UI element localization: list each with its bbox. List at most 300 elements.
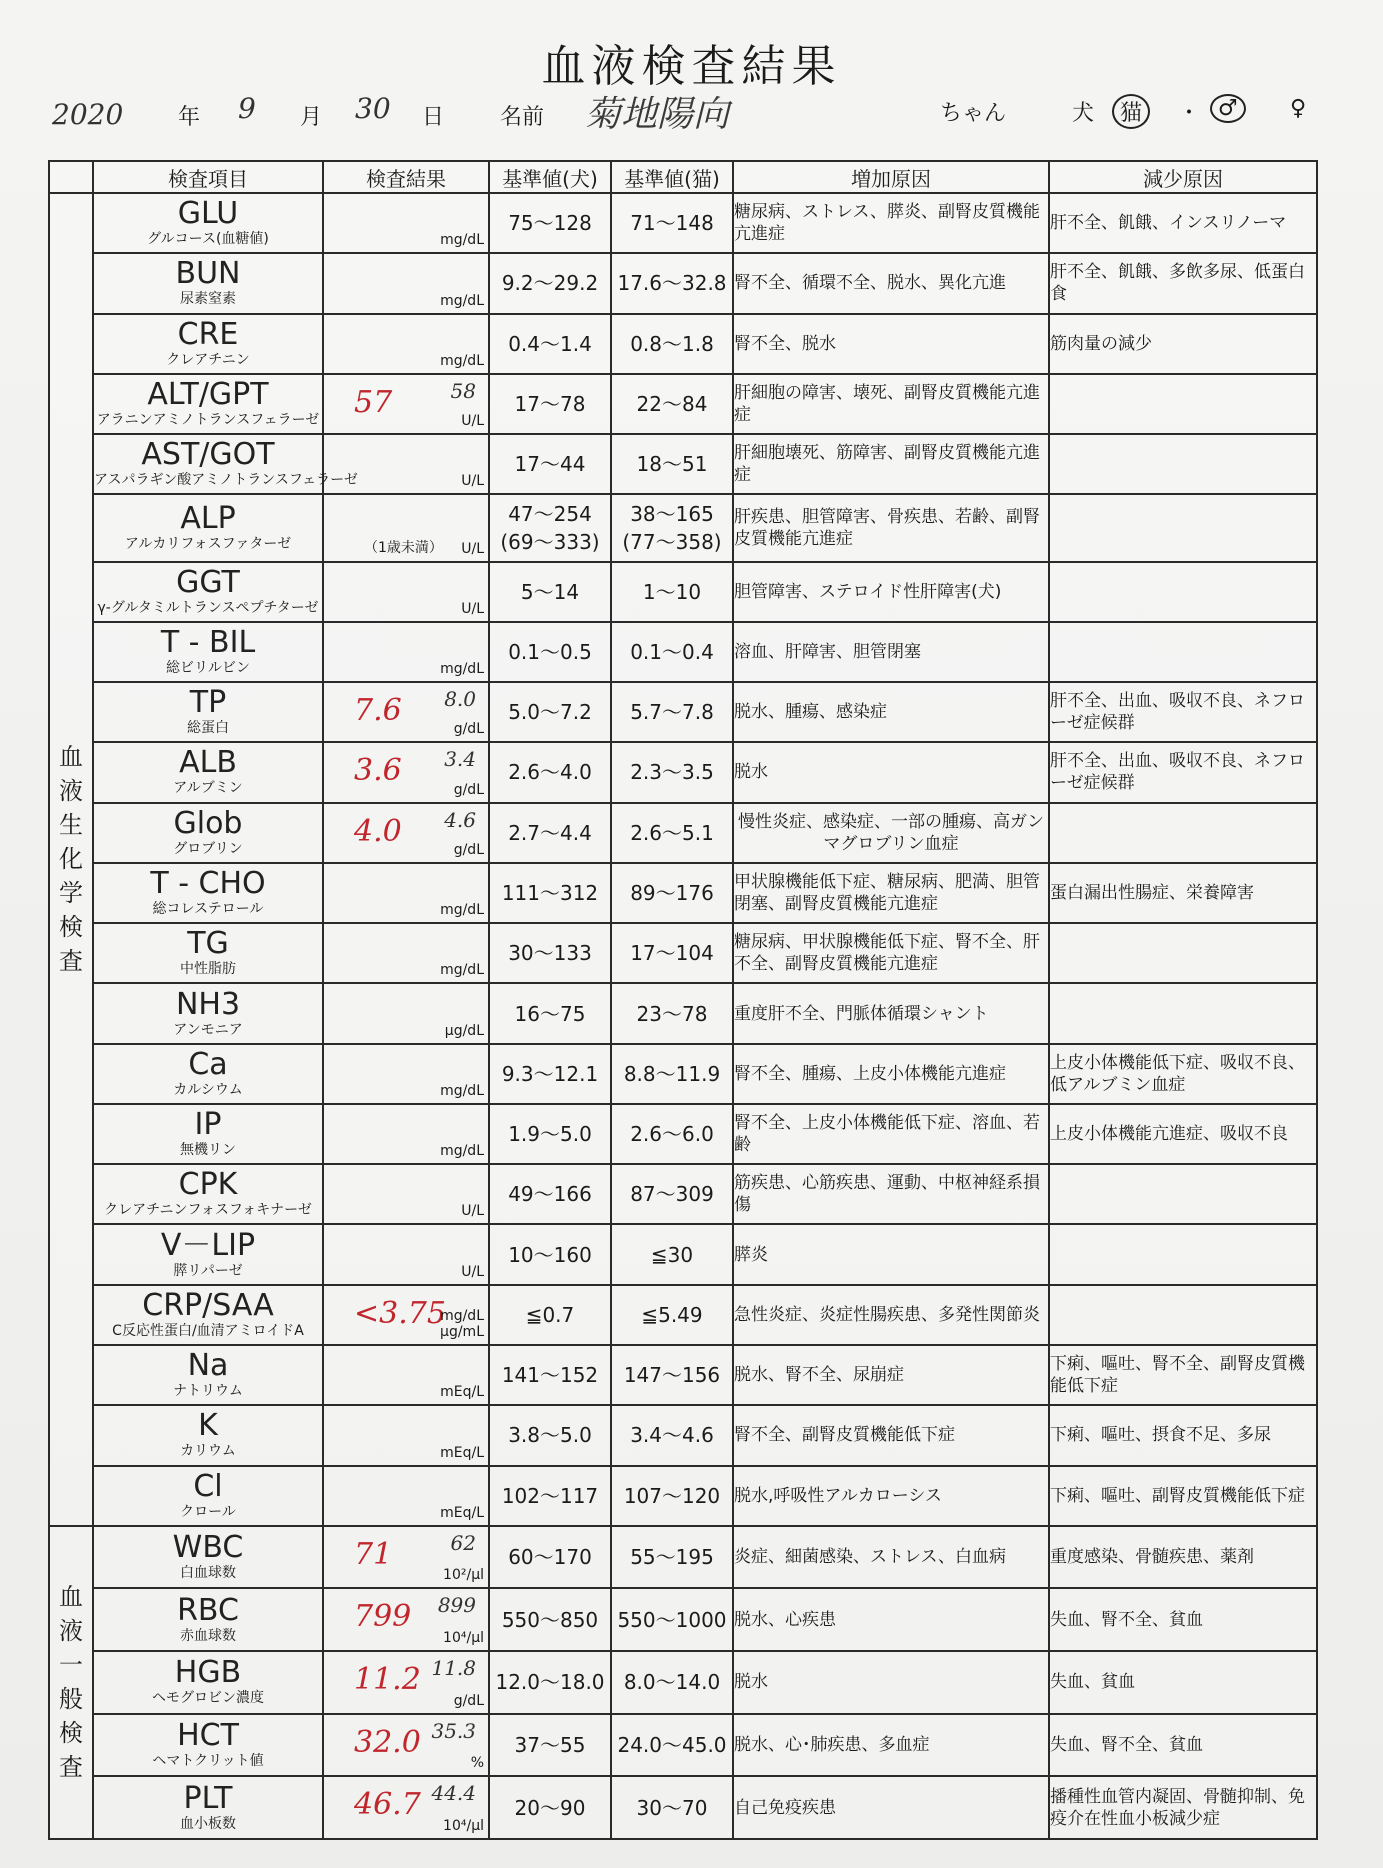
test-name-jp: カリウム bbox=[180, 1443, 236, 1460]
increase-cause-cell: 甲状腺機能低下症、糖尿病、肥満、胆管閉塞、副腎皮質機能亢進症 bbox=[733, 863, 1049, 923]
test-code: AST/GOT bbox=[141, 437, 275, 473]
reference-cat-cell: 550～1000 bbox=[611, 1588, 733, 1651]
decrease-cause-cell bbox=[1049, 1285, 1317, 1345]
increase-cause-cell: 炎症、細菌感染、ストレス、白血病 bbox=[733, 1526, 1049, 1589]
result-value: 4.0 bbox=[354, 813, 402, 849]
result-unit: g/dL bbox=[453, 1692, 484, 1709]
decrease-cause-cell: 肝不全、飢餓、多飲多尿、低蛋白食 bbox=[1049, 253, 1317, 313]
section-char: 査 bbox=[59, 1753, 83, 1782]
result-cell bbox=[323, 803, 489, 863]
reference-cat-cell: ≦5.49 bbox=[611, 1285, 733, 1345]
increase-cause-cell: 肝細胞の障害、壊死、副腎皮質機能亢進症 bbox=[733, 374, 1049, 434]
year-label: 年 bbox=[178, 105, 201, 130]
result-cell bbox=[323, 1164, 489, 1224]
result-unit: mg/dL bbox=[440, 352, 484, 369]
result-unit: 10²/µl bbox=[443, 1567, 484, 1584]
test-item-cell bbox=[93, 253, 323, 313]
increase-cause-cell: 脱水、心疾患 bbox=[733, 1588, 1049, 1651]
result-unit: U/L bbox=[461, 540, 484, 557]
table-row bbox=[49, 1104, 1317, 1164]
reference-dog-cell: 60～170 bbox=[489, 1526, 611, 1589]
test-item-cell bbox=[93, 1345, 323, 1405]
reference-cat-cell: 23～78 bbox=[611, 983, 733, 1043]
reference-cat-cell: 8.0～14.0 bbox=[611, 1651, 733, 1714]
reference-cat-cell: 2.6～6.0 bbox=[611, 1104, 733, 1164]
table-row bbox=[49, 1044, 1317, 1104]
decrease-cause-cell: 肝不全、出血、吸収不良、ネフローゼ症候群 bbox=[1049, 682, 1317, 742]
result-cell bbox=[323, 1588, 489, 1651]
month-value: 9 bbox=[238, 92, 256, 125]
result-secondary-value: 8.0 bbox=[444, 687, 476, 712]
test-item-cell bbox=[93, 742, 323, 802]
section-char: 化 bbox=[59, 845, 83, 874]
reference-cat-cell: 0.8～1.8 bbox=[611, 314, 733, 374]
test-name-jp: 総コレステロール bbox=[152, 901, 264, 917]
test-name-jp: グルコース(血糖値) bbox=[147, 231, 269, 248]
test-name-jp: クロール bbox=[180, 1503, 236, 1520]
reference-dog-cell: 2.6～4.0 bbox=[489, 742, 611, 802]
reference-cat-cell: 2.6～5.1 bbox=[611, 803, 733, 863]
test-code: Ca bbox=[188, 1046, 228, 1082]
result-unit: 10⁴/µl bbox=[443, 1629, 484, 1646]
table-row bbox=[49, 622, 1317, 682]
test-name-jp: グロブリン bbox=[173, 840, 243, 857]
section-char: 血 bbox=[59, 743, 83, 772]
result-value: 57 bbox=[354, 384, 393, 420]
decrease-cause-cell bbox=[1049, 1224, 1317, 1284]
result-unit: mg/dL bbox=[440, 1082, 484, 1099]
test-name-jp: ヘマトクリット値 bbox=[152, 1752, 264, 1769]
result-unit: mEq/L bbox=[440, 1504, 484, 1521]
section-char: 検 bbox=[59, 913, 83, 942]
result-cell bbox=[323, 434, 489, 494]
reference-dog-cell: 17～78 bbox=[489, 374, 611, 434]
reference-dog-cell: 9.3～12.1 bbox=[489, 1044, 611, 1104]
decrease-cause-cell: 肝不全、飢餓、インスリノーマ bbox=[1049, 193, 1317, 253]
increase-cause-cell: 腎不全、上皮小体機能低下症、溶血、若齢 bbox=[733, 1104, 1049, 1164]
reference-dog-cell: 0.1～0.5 bbox=[489, 622, 611, 682]
test-code: BUN bbox=[175, 256, 241, 292]
test-name-jp: アルカリフォスファターゼ bbox=[124, 535, 292, 552]
section-label-general bbox=[49, 1526, 93, 1839]
test-name-jp: アンモニア bbox=[173, 1021, 243, 1038]
header-ref-dog: 基準値(犬) bbox=[489, 161, 611, 193]
test-name-jp: クレアチニンフォスフォキナーゼ bbox=[104, 1202, 312, 1219]
result-cell bbox=[323, 494, 489, 561]
section-char: 血 bbox=[59, 1583, 83, 1612]
test-name-jp: γ-グルタミルトランスペプチターゼ bbox=[97, 599, 319, 616]
test-item-cell bbox=[93, 1044, 323, 1104]
reference-dog-cell: 20～90 bbox=[489, 1776, 611, 1839]
result-unit: U/L bbox=[461, 1263, 484, 1280]
result-cell bbox=[323, 1044, 489, 1104]
reference-cat-cell: 22～84 bbox=[611, 374, 733, 434]
table-row bbox=[49, 863, 1317, 923]
table-row bbox=[49, 374, 1317, 434]
reference-dog-cell: 47～254 (69～333) bbox=[489, 494, 611, 561]
reference-cat-cell: 38～165 (77～358) bbox=[611, 494, 733, 561]
header-item: 検査項目 bbox=[93, 161, 323, 193]
header-blank bbox=[49, 161, 93, 193]
reference-cat-cell: 3.4～4.6 bbox=[611, 1405, 733, 1465]
test-name-jp: 無機リン bbox=[180, 1142, 236, 1159]
result-secondary-value: 58 bbox=[450, 378, 476, 403]
increase-cause-cell: 糖尿病、甲状腺機能低下症、腎不全、肝不全、副腎皮質機能亢進症 bbox=[733, 923, 1049, 983]
table-row bbox=[49, 983, 1317, 1043]
test-name-jp: アスパラギン酸アミノトランスフェラーゼ bbox=[94, 472, 358, 489]
test-name-jp: クレアチニン bbox=[166, 351, 250, 368]
sex-female: ♀ bbox=[1290, 96, 1307, 121]
reference-dog-cell: 30～133 bbox=[489, 923, 611, 983]
increase-cause-cell: 腎不全、脱水 bbox=[733, 314, 1049, 374]
table-row bbox=[49, 193, 1317, 253]
decrease-cause-cell bbox=[1049, 562, 1317, 622]
reference-cat-cell: 8.8～11.9 bbox=[611, 1044, 733, 1104]
test-code: RBC bbox=[177, 1592, 239, 1628]
test-item-cell bbox=[93, 434, 358, 494]
test-code: HGB bbox=[174, 1655, 242, 1691]
table-row bbox=[49, 1776, 1317, 1839]
test-item-cell bbox=[93, 1104, 323, 1164]
table-row bbox=[49, 1526, 1317, 1589]
test-code: Cl bbox=[193, 1468, 223, 1504]
test-item-cell bbox=[93, 1651, 323, 1714]
result-unit: mg/dL bbox=[440, 292, 484, 309]
decrease-cause-cell: 上皮小体機能低下症、吸収不良、低アルブミン血症 bbox=[1049, 1044, 1317, 1104]
reference-cat-cell: 71～148 bbox=[611, 193, 733, 253]
result-value: <3.75 bbox=[354, 1295, 446, 1331]
table-row bbox=[49, 314, 1317, 374]
result-unit: mg/dL bbox=[440, 962, 484, 979]
test-name-jp: 尿素窒素 bbox=[180, 291, 236, 308]
reference-cat-cell: ≦30 bbox=[611, 1224, 733, 1284]
table-row bbox=[49, 1285, 1317, 1345]
header-result: 検査結果 bbox=[323, 161, 489, 193]
table-row bbox=[49, 562, 1317, 622]
test-item-cell bbox=[93, 374, 323, 434]
increase-cause-cell: 糖尿病、ストレス、膵炎、副腎皮質機能亢進症 bbox=[733, 193, 1049, 253]
increase-cause-cell: 胆管障害、ステロイド性肝障害(犬) bbox=[733, 562, 1049, 622]
result-secondary-value: 899 bbox=[437, 1593, 476, 1618]
reference-cat-cell: 30～70 bbox=[611, 1776, 733, 1839]
result-cell bbox=[323, 1285, 489, 1345]
reference-dog-cell: 5.0～7.2 bbox=[489, 682, 611, 742]
result-secondary-value: 44.4 bbox=[431, 1781, 476, 1806]
reference-dog-cell: ≦0.7 bbox=[489, 1285, 611, 1345]
result-unit: µg/dL bbox=[444, 1022, 484, 1039]
day-value: 30 bbox=[355, 92, 391, 125]
test-code: GGT bbox=[176, 564, 240, 600]
decrease-cause-cell: 下痢、嘔吐、腎不全、副腎皮質機能低下症 bbox=[1049, 1345, 1317, 1405]
test-name-jp: 総ビリルビン bbox=[166, 659, 250, 676]
result-cell bbox=[323, 314, 489, 374]
test-name-jp: 血小板数 bbox=[180, 1815, 236, 1832]
increase-cause-cell: 膵炎 bbox=[733, 1224, 1049, 1284]
result-unit: g/dL bbox=[453, 721, 484, 738]
species-dog: 犬 bbox=[1072, 101, 1095, 126]
decrease-cause-cell: 重度感染、骨髄疾患、薬剤 bbox=[1049, 1526, 1317, 1589]
table-row bbox=[49, 1588, 1317, 1651]
results-table bbox=[48, 160, 1318, 1840]
test-item-cell bbox=[93, 863, 323, 923]
result-value: 3.6 bbox=[354, 753, 402, 789]
test-item-cell bbox=[93, 1776, 323, 1839]
test-name-jp: 膵リパーゼ bbox=[173, 1262, 243, 1279]
result-unit: mg/dL bbox=[440, 902, 484, 919]
test-code: TP bbox=[189, 685, 227, 721]
header-decrease: 減少原因 bbox=[1049, 161, 1317, 193]
test-code: ALT/GPT bbox=[147, 376, 269, 412]
table-row bbox=[49, 803, 1317, 863]
test-item-cell bbox=[93, 1526, 323, 1589]
section-char: 査 bbox=[59, 947, 83, 976]
chan-label: ちゃん bbox=[940, 101, 1007, 126]
decrease-cause-cell: 下痢、嘔吐、摂食不足、多尿 bbox=[1049, 1405, 1317, 1465]
reference-dog-cell: 9.2～29.2 bbox=[489, 253, 611, 313]
reference-dog-cell: 16～75 bbox=[489, 983, 611, 1043]
result-cell bbox=[323, 1526, 489, 1589]
result-value: 799 bbox=[354, 1599, 412, 1635]
test-code: V－LIP bbox=[160, 1227, 256, 1263]
reference-cat-cell: 5.7～7.8 bbox=[611, 682, 733, 742]
decrease-cause-cell bbox=[1049, 1164, 1317, 1224]
test-item-cell bbox=[93, 622, 323, 682]
decrease-cause-cell: 失血、腎不全、貧血 bbox=[1049, 1714, 1317, 1777]
table-row bbox=[49, 434, 1317, 494]
table-row bbox=[49, 253, 1317, 313]
decrease-cause-cell: 上皮小体機能亢進症、吸収不良 bbox=[1049, 1104, 1317, 1164]
result-unit: mg/dL bbox=[440, 1143, 484, 1160]
table-row bbox=[49, 1224, 1317, 1284]
test-item-cell bbox=[93, 1224, 323, 1284]
table-row bbox=[49, 494, 1317, 561]
result-cell bbox=[323, 253, 489, 313]
section-label-biochemistry bbox=[49, 193, 93, 1526]
result-value: 32.0 bbox=[354, 1724, 421, 1760]
result-secondary-value: 11.8 bbox=[431, 1655, 476, 1680]
result-secondary-value: 4.6 bbox=[444, 807, 476, 832]
result-unit: 10⁴/µl bbox=[443, 1818, 484, 1834]
reference-dog-cell: 1.9～5.0 bbox=[489, 1104, 611, 1164]
result-unit: U/L bbox=[461, 473, 484, 490]
result-cell bbox=[323, 1714, 489, 1777]
test-item-cell bbox=[93, 1588, 323, 1651]
increase-cause-cell: 筋疾患、心筋疾患、運動、中枢神経系損傷 bbox=[733, 1164, 1049, 1224]
test-item-cell bbox=[93, 193, 323, 253]
decrease-cause-cell: 肝不全、出血、吸収不良、ネフローゼ症候群 bbox=[1049, 742, 1317, 802]
result-unit: mg/dL bbox=[440, 232, 484, 249]
result-cell bbox=[323, 1345, 489, 1405]
result-cell bbox=[323, 562, 489, 622]
decrease-cause-cell: 失血、腎不全、貧血 bbox=[1049, 1588, 1317, 1651]
section-char: 一 bbox=[59, 1651, 83, 1680]
reference-cat-cell: 17.6～32.8 bbox=[611, 253, 733, 313]
month-label: 月 bbox=[300, 105, 323, 130]
result-cell bbox=[323, 374, 489, 434]
report-title: 血液検査結果 bbox=[541, 41, 842, 92]
reference-dog-cell: 75～128 bbox=[489, 193, 611, 253]
test-name-jp: アルブミン bbox=[173, 780, 243, 797]
section-char: 検 bbox=[59, 1719, 83, 1748]
result-unit: U/L bbox=[461, 1203, 484, 1220]
table-row bbox=[49, 1651, 1317, 1714]
result-unit: mg/dL µg/mL bbox=[440, 1308, 484, 1340]
result-cell bbox=[323, 1466, 489, 1526]
decrease-cause-cell: 筋肉量の減少 bbox=[1049, 314, 1317, 374]
table-row bbox=[49, 682, 1317, 742]
decrease-cause-cell bbox=[1049, 983, 1317, 1043]
increase-cause-cell: 脱水、腫瘍、感染症 bbox=[733, 682, 1049, 742]
table-row bbox=[49, 1466, 1317, 1526]
test-code: T - BIL bbox=[160, 624, 256, 660]
result-cell bbox=[323, 622, 489, 682]
table-row bbox=[49, 1164, 1317, 1224]
result-cell bbox=[323, 983, 489, 1043]
reference-dog-cell: 0.4～1.4 bbox=[489, 314, 611, 374]
reference-dog-cell: 102～117 bbox=[489, 1466, 611, 1526]
table-header-row bbox=[49, 161, 1317, 193]
test-item-cell bbox=[93, 682, 323, 742]
reference-cat-cell: 24.0～45.0 bbox=[611, 1714, 733, 1777]
decrease-cause-cell: 下痢、嘔吐、副腎皮質機能低下症 bbox=[1049, 1466, 1317, 1526]
table-body bbox=[49, 193, 1317, 1839]
reference-dog-cell: 49～166 bbox=[489, 1164, 611, 1224]
result-value: 71 bbox=[354, 1536, 393, 1572]
result-note: （1歳未満） bbox=[364, 539, 443, 556]
year-value: 2020 bbox=[52, 98, 124, 131]
result-value: 7.6 bbox=[354, 693, 402, 729]
test-name-jp: カルシウム bbox=[173, 1081, 243, 1098]
decrease-cause-cell: 播種性血管内凝固、骨髄抑制、免疫介在性血小板減少症 bbox=[1049, 1776, 1317, 1839]
result-unit: U/L bbox=[461, 600, 484, 617]
test-name-jp: C反応性蛋白/血清アミロイドA bbox=[112, 1322, 304, 1339]
increase-cause-cell: 肝細胞壊死、筋障害、副腎皮質機能亢進症 bbox=[733, 434, 1049, 494]
result-cell bbox=[323, 923, 489, 983]
section-char: 液 bbox=[59, 777, 83, 806]
section-char: 学 bbox=[59, 879, 83, 908]
decrease-cause-cell bbox=[1049, 374, 1317, 434]
increase-cause-cell: 自己免疫疾患 bbox=[733, 1776, 1049, 1839]
test-code: Glob bbox=[173, 805, 243, 841]
result-cell bbox=[323, 1104, 489, 1164]
section-char: 液 bbox=[59, 1617, 83, 1646]
test-code: NH3 bbox=[175, 986, 241, 1022]
reference-dog-cell: 5～14 bbox=[489, 562, 611, 622]
increase-cause-cell: 肝疾患、胆管障害、骨疾患、若齢、副腎皮質機能亢進症 bbox=[733, 494, 1049, 561]
increase-cause-cell: 慢性炎症、感染症、一部の腫瘍、高ガンマグロブリン血症 bbox=[733, 803, 1049, 863]
decrease-cause-cell bbox=[1049, 434, 1317, 494]
reference-cat-cell: 1～10 bbox=[611, 562, 733, 622]
result-cell bbox=[323, 682, 489, 742]
test-item-cell bbox=[93, 562, 323, 622]
reference-dog-cell: 550～850 bbox=[489, 1588, 611, 1651]
result-cell bbox=[323, 1224, 489, 1284]
result-unit: mEq/L bbox=[440, 1384, 484, 1401]
table-row bbox=[49, 923, 1317, 983]
test-code: IP bbox=[194, 1107, 222, 1143]
reference-dog-cell: 3.8～5.0 bbox=[489, 1405, 611, 1465]
reference-cat-cell: 2.3～3.5 bbox=[611, 742, 733, 802]
result-cell bbox=[323, 863, 489, 923]
test-name-jp: ヘモグロビン濃度 bbox=[152, 1690, 264, 1707]
test-code: CRP/SAA bbox=[142, 1287, 274, 1323]
test-code: ALP bbox=[180, 500, 236, 536]
test-item-cell bbox=[93, 1164, 323, 1224]
test-item-cell bbox=[93, 1405, 323, 1465]
reference-dog-cell: 10～160 bbox=[489, 1224, 611, 1284]
decrease-cause-cell bbox=[1049, 923, 1317, 983]
result-unit: mEq/L bbox=[440, 1444, 484, 1461]
name-label: 名前 bbox=[500, 105, 545, 130]
test-code: HCT bbox=[177, 1717, 239, 1753]
increase-cause-cell: 脱水 bbox=[733, 1651, 1049, 1714]
test-name-jp: アラニンアミノトランスフェラーゼ bbox=[96, 411, 320, 428]
sex-male-circled: ♂ bbox=[1210, 94, 1246, 123]
result-cell bbox=[323, 1405, 489, 1465]
reference-dog-cell: 17～44 bbox=[489, 434, 611, 494]
test-name-jp: 中性脂肪 bbox=[180, 961, 236, 978]
increase-cause-cell: 脱水 bbox=[733, 742, 1049, 802]
table-row bbox=[49, 1345, 1317, 1405]
test-name-jp: 赤血球数 bbox=[180, 1627, 236, 1644]
test-item-cell bbox=[93, 1285, 323, 1345]
reference-cat-cell: 18～51 bbox=[611, 434, 733, 494]
result-unit: U/L bbox=[461, 413, 484, 430]
test-code: ALB bbox=[179, 745, 237, 781]
increase-cause-cell: 腎不全、副腎皮質機能低下症 bbox=[733, 1405, 1049, 1465]
test-code: CRE bbox=[177, 316, 239, 352]
table-row bbox=[49, 1714, 1317, 1777]
result-secondary-value: 3.4 bbox=[444, 747, 476, 772]
test-item-cell bbox=[93, 1466, 323, 1526]
reference-cat-cell: 107～120 bbox=[611, 1466, 733, 1526]
increase-cause-cell: 溶血、肝障害、胆管閉塞 bbox=[733, 622, 1049, 682]
test-name-jp: ナトリウム bbox=[173, 1383, 243, 1400]
test-code: PLT bbox=[183, 1780, 233, 1816]
decrease-cause-cell bbox=[1049, 494, 1317, 561]
increase-cause-cell: 急性炎症、炎症性腸疾患、多発性関節炎 bbox=[733, 1285, 1049, 1345]
separator-dot: ・ bbox=[1178, 101, 1201, 126]
reference-dog-cell: 2.7～4.4 bbox=[489, 803, 611, 863]
test-code: CPK bbox=[178, 1167, 238, 1203]
test-item-cell bbox=[93, 983, 323, 1043]
reference-cat-cell: 17～104 bbox=[611, 923, 733, 983]
test-code: K bbox=[198, 1408, 218, 1444]
header-ref-cat: 基準値(猫) bbox=[611, 161, 733, 193]
section-char: 般 bbox=[59, 1685, 83, 1714]
decrease-cause-cell: 蛋白漏出性腸症、栄養障害 bbox=[1049, 863, 1317, 923]
result-cell bbox=[323, 1776, 489, 1839]
decrease-cause-cell bbox=[1049, 803, 1317, 863]
test-item-cell bbox=[93, 803, 323, 863]
result-cell bbox=[323, 193, 489, 253]
increase-cause-cell: 脱水、心･肺疾患、多血症 bbox=[733, 1714, 1049, 1777]
increase-cause-cell: 腎不全、腫瘍、上皮小体機能亢進症 bbox=[733, 1044, 1049, 1104]
reference-cat-cell: 0.1～0.4 bbox=[611, 622, 733, 682]
test-name-jp: 白血球数 bbox=[180, 1565, 236, 1582]
test-name-jp: 総蛋白 bbox=[187, 720, 229, 737]
result-cell bbox=[323, 742, 489, 802]
result-unit: g/dL bbox=[453, 841, 484, 858]
test-code: TG bbox=[187, 926, 229, 962]
reference-cat-cell: 55～195 bbox=[611, 1526, 733, 1589]
table-row bbox=[49, 742, 1317, 802]
reference-dog-cell: 111～312 bbox=[489, 863, 611, 923]
decrease-cause-cell: 失血、貧血 bbox=[1049, 1651, 1317, 1714]
increase-cause-cell: 腎不全、循環不全、脱水、異化亢進 bbox=[733, 253, 1049, 313]
species-cat-circled: 猫 bbox=[1112, 94, 1150, 129]
test-item-cell bbox=[93, 494, 323, 561]
